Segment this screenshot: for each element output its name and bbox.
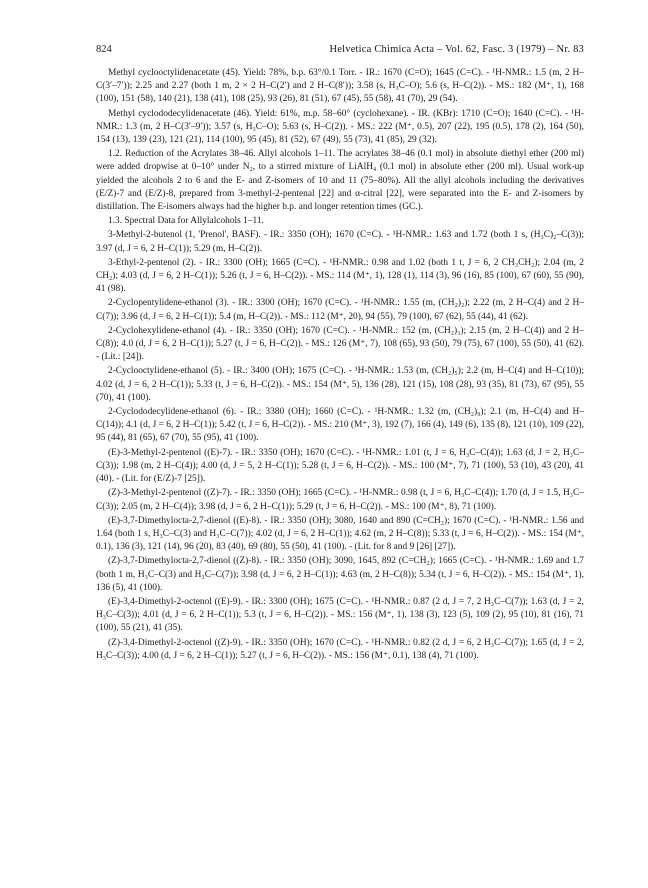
entry-compound-e9: (E)-3,4-Dimethyl-2-octenol ((E)-9). - IR.: 3300 (OH); 1675 (C=C). - ¹H-NMR.: 0.87 (2 d, J = 7, 2 H₃C–C(7)); 1.63 (d, J = 2, H₃C–C(3)); 4.01 (d, J = 6, 2 H–C(1)); 5.3 (t, J = 6, H–C(2)). - MS.: 156 (M⁺, 1), 138 (3), 123 (5), 109 (2), 95 (10), 81 (16), 71 (100), 55 (21), 41 (35). bbox=[96, 596, 584, 634]
entry-compound-45: Methyl cyclooctylidenacetate (45). Yield: 78%, b.p. 63°/0.1 Torr. - IR.: 1670 (C=O); 1645 (C=C). - ¹H-NMR.: 1.5 (m, 2 H–C(3′–7′)); 2.25 and 2.27 (both 1 m, 2 × 2 H–C(2′) and 2 H–C(8′)); 3.58 (s, H₃C–O); 5.6 (s, H–C(2)). - MS.: 182 (M⁺, 1), 168 (100), 151 (58), 140 (21), 138 (41), 108 (25), 93 (26), 81 (51), 67 (45), 55 (58), 41 (70), 29 (54). bbox=[96, 68, 584, 105]
entry-compound-z9: (Z)-3,4-Dimethyl-2-octenol ((Z)-9). - IR.: 3350 (OH); 1670 (C=C). - ¹H-NMR.: 0.82 (2 d, J = 6, 2 H₃C–C(7)); 1.65 (d, J = 2, H₃C–C(3)); 4.00 (d, J = 6, 2 H–C(1)); 5.27 (t, J = 6, H–C(2)). - MS.: 156 (M⁺, 0.1), 138 (4), 71 (100). bbox=[96, 637, 584, 661]
entry-compound-e7: (E)-3-Methyl-2-pentenol ((E)-7). - IR.: 3350 (OH); 1670 (C=C). - ¹H-NMR.: 1.01 (t, J = 6, H₃C–C(4)); 1.63 (d, J = 2, H₃C–C(3)); 1.98 (m, 2 H–C(4)); 4.00 (d, J = 5, 2 H–C(1)); 5.28 (t, J = 6, H–C(2)). - MS.: 100 (M⁺, 7), 71 (100), 53 (10), 43 (20), 41 (40). - (Lit. for (E/Z)-7 [25]). bbox=[96, 447, 584, 485]
entry-compound-4: 2-Cyclohexylidene-ethanol (4). - IR.: 3350 (OH); 1670 (C=C). - ¹H-NMR.: 152 (m, (CH₂)₃); 2.15 (m, 2 H–C(4)) and 2 H–C(8)); 4.0 (d, J = 6, 2 H–C(1)); 5.27 (t, J = 6, H–C(2)). - MS.: 126 (M⁺, 7), 108 (65), 93 (50), 79 (75), 67 (100), 55 (50), 41 (62). - (Lit.: [24]). bbox=[96, 325, 584, 363]
entry-compound-1: 3-Methyl-2-butenol (1, 'Prenol', BASF). - IR.: 3350 (OH); 1670 (C=C). - ¹H-NMR.: 1.63 and 1.72 (both 1 s, (H₃C)₂–C(3)); 3.97 (d, J = 6, 2 H–C(1)); 5.29 (m, H–C(2)). bbox=[96, 230, 584, 254]
section-1-3-heading: 1.3. Spectral Data for Allylalcohols 1–11. bbox=[108, 216, 264, 227]
entry-compound-5: 2-Cyclooctylidene-ethanol (5). - IR.: 3400 (OH); 1675 (C=C). - ¹H-NMR.: 1.53 (m, (CH₂)₅); 2.2 (m, H–C(4) and H–C(10)); 4.02 (d, J = 6, 2 H–C(1)); 5.33 (t, J = 6, H–C(2)). - MS.: 154 (M⁺, 5), 136 (28), 121 (15), 108 (28), 93 (35), 81 (73), 67 (95), 55 (70), 41 (100). bbox=[96, 366, 584, 403]
entry-compound-e8: (E)-3,7-Dimethylocta-2,7-dienol ((E)-8). - IR.: 3350 (OH); 3080, 1640 and 890 (C=CH₂); 1670 (C=C). - ¹H-NMR.: 1.56 and 1.64 (both 1 s, H₃C–C(3) and H₃C–C(7)); 4.02 (d, J = 6, 2 H–C(1)); 4.62 (m, 2 H–C(8)); 5.33 (t, J = 6, H–C(2)). - MS.: 154 (M⁺, 0.1), 136 (3), 121 (14), 96 (20), 83 (40), 69 (80), 55 (50), 41 (100). - (Lit. for 8 and 9 [26] [27]). bbox=[96, 515, 584, 553]
entry-compound-6: 2-Cyclododecylidene-ethanol (6). - IR.: 3380 (OH); 1660 (C=C). - ¹H-NMR.: 1.32 (m, (CH₂)₉); 2.1 (m, H–C(4) and H–C(14)); 4.1 (d, J = 6, 2 H–C(1)); 5.42 (t, J = 6, H–C(2)). - MS.: 210 (M⁺, 3), 192 (7), 166 (4), 149 (6), 135 (8), 121 (10), 109 (22), 95 (44), 81 (65), 67 (70), 55 (95), 41 (100). bbox=[96, 407, 584, 444]
entry-compound-z8: (Z)-3,7-Dimethylocta-2,7-dienol ((Z)-8). - IR.: 3350 (OH); 3090, 1645, 892 (C=CH₂); 1665 (C=C). - ¹H-NMR.: 1.69 and 1.7 (both 1 m, H₃C–C(3) and H₃C–C(7)); 3.98 (d, J = 6, 2 H–C(1)); 4.63 (m, 2 H–C(8)); 5.34 (t, J = 6, H–C(2)). - MS.: 154 (M⁺, 1), 136 (5), 41 (100). bbox=[96, 556, 584, 593]
section-1-2-reduction: 1.2. Reduction of the Acrylates 38–46. Allyl alcohols 1–11. The acrylates 38–46 (0.1 mol) in absolute diethyl ether (200 ml) were added dropwise at 0–10° under N₂, to a stirred mixture of LiAlH₄ (0.1 mol) in absolute ether (200 ml). Usual work-up yielded the alcohols 2 to 6 and the E- and Z-isomers of 10 and 11 (75–80%). All the allyl alcohols including the derivatives (E/Z)-7 and (E/Z)-8, prepared from 3-methyl-2-pentenal [22] and α-citral [22], were separated into the E- and Z-isomers by distillation. The E-isomers always had the higher b.p. and longer retention times (GC.). bbox=[96, 149, 584, 213]
entry-compound-z7: (Z)-3-Methyl-2-pentenol ((Z)-7). - IR.: 3350 (OH); 1665 (C=C). - ¹H-NMR.: 0.98 (t, J = 6, H₃C–C(4)); 1.70 (d, J = 1.5, H₃C–C(3)); 2.05 (m, 2 H–C(4)); 3.98 (d, J = 6, 2 H–C(1)); 5.29 (t, J = 6, H–C(2)). - MS.: 100 (M⁺, 8), 71 (100). bbox=[96, 488, 584, 512]
page-number: 824 bbox=[96, 44, 112, 55]
entry-compound-3: 2-Cyclopentylidene-ethanol (3). - IR.: 3300 (OH); 1670 (C=C). - ¹H-NMR.: 1.55 (m, (CH₂)₂); 2.22 (m, 2 H–C(4) and 2 H–C(7)); 3.96 (d, J = 6, 2 H–C(1)); 5.4 (m, H–C(2)). - MS.: 112 (M⁺, 20), 94 (55), 79 (100), 67 (62), 55 (44), 41 (62). bbox=[96, 298, 584, 322]
running-title: Helvetica Chimica Acta – Vol. 62, Fasc. 3 (1979) – Nr. 83 bbox=[329, 44, 584, 55]
entry-compound-2: 3-Ethyl-2-pentenol (2). - IR.: 3300 (OH); 1665 (C=C). - ¹H-NMR.: 0.98 and 1.02 (both 1 t, J = 6, 2 CH₃CH₂); 2.04 (m, 2 CH₂); 4.03 (d, J = 6, 2 H–C(1)); 5.26 (t, J = 6, H–C(2)). - MS.: 114 (M⁺, 1), 128 (1), 114 (3), 96 (16), 85 (100), 67 (60), 55 (90), 41 (98). bbox=[96, 257, 584, 295]
entry-compound-46: Methyl cyclododecylidenacetate (46). Yield: 61%, m.p. 58–60° (cyclohexane). - IR. (KBr): 1710 (C=O); 1640 (C=C). - ¹H-NMR.: 1.3 (m, 2 H–C(3′–9′)); 3.57 (s, H₃C–O); 5.63 (s, H–C(2)). - MS.: 222 (M⁺, 0.5), 207 (22), 195 (0.5), 178 (2), 164 (50), 154 (13), 139 (23), 121 (21), 114 (100), 95 (45), 81 (52), 67 (49), 55 (73), 41 (85), 29 (32). bbox=[96, 108, 584, 146]
page-header bbox=[96, 44, 584, 55]
journal-page bbox=[96, 44, 584, 664]
